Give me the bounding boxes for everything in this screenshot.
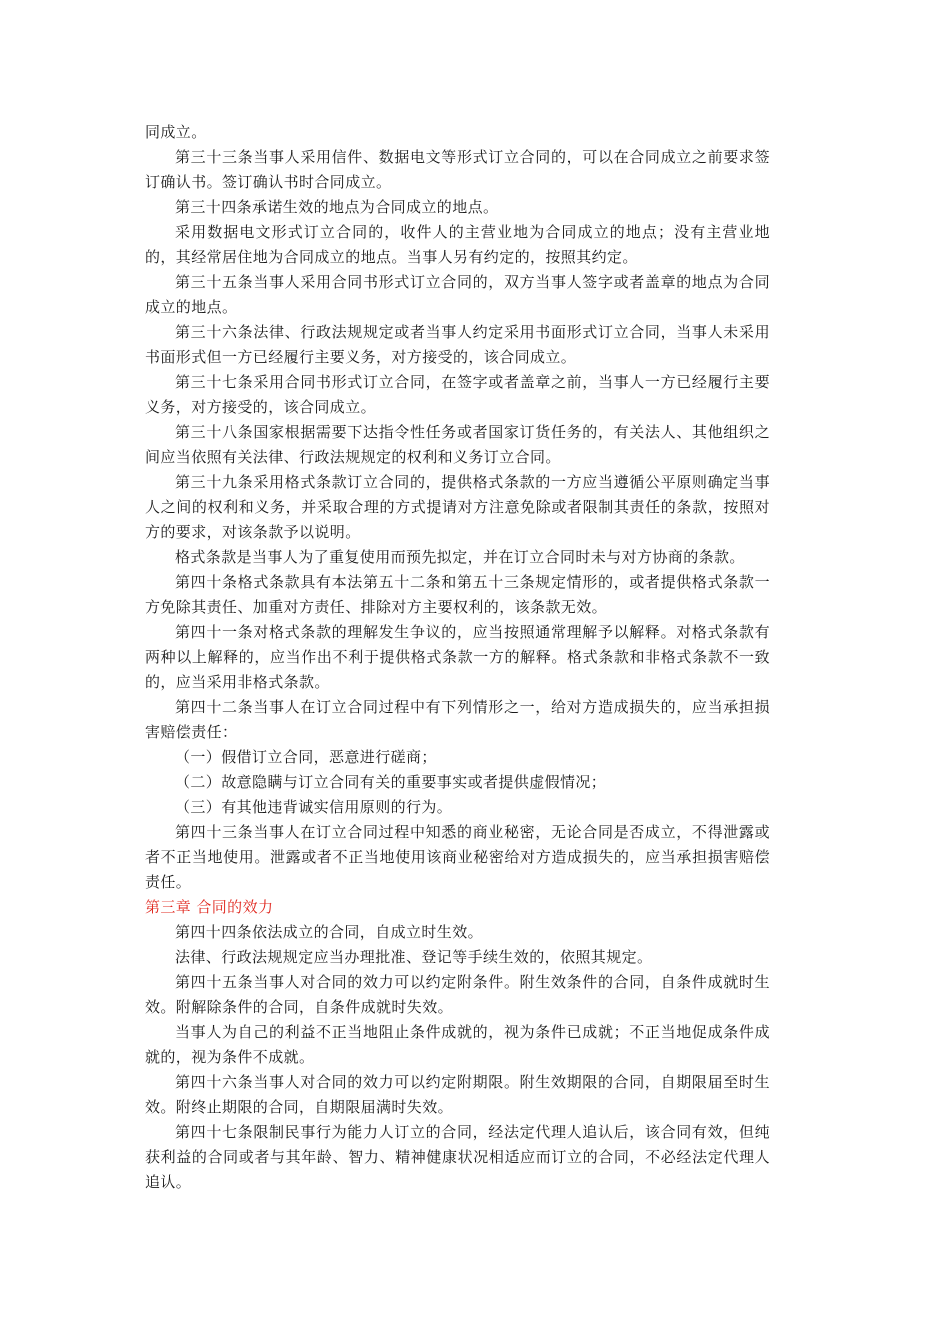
article-42-item-1: （一）假借订立合同，恶意进行磋商； [175, 748, 437, 766]
article-34: 第三十四条承诺生效的地点为合同成立的地点。 [175, 198, 499, 216]
article-33: 第三十三条当事人采用信件、数据电文等形式订立合同的，可以在合同成立之前要求签订确认书。签订确认书时合同成立。 [145, 148, 770, 191]
article-38: 第三十八条国家根据需要下达指令性任务或者国家订货任务的，有关法人、其他组织之间应当依照有关法律、行政法规规定的权利和义务订立合同。 [145, 423, 770, 466]
article-45: 第四十五条当事人对合同的效力可以约定附条件。附生效条件的合同，自条件成就时生效。附解除条件的合同，自条件成就时失效。 [145, 973, 770, 1016]
article-37: 第三十七条采用合同书形式订立合同，在签字或者盖章之前，当事人一方已经履行主要义务，对方接受的，该合同成立。 [145, 373, 770, 416]
article-44-clause: 法律、行政法规规定应当办理批准、登记等手续生效的，依照其规定。 [175, 948, 653, 966]
article-39-clause: 格式条款是当事人为了重复使用而预先拟定，并在订立合同时未与对方协商的条款。 [175, 548, 745, 566]
article-40: 第四十条格式条款具有本法第五十二条和第五十三条规定情形的，或者提供格式条款一方免除其责任、加重对方责任、排除对方主要权利的，该条款无效。 [145, 573, 770, 616]
paragraph-continuation: 同成立。 [145, 123, 207, 141]
article-44: 第四十四条依法成立的合同，自成立时生效。 [175, 923, 484, 941]
article-39: 第三十九条采用格式条款订立合同的，提供格式条款的一方应当遵循公平原则确定当事人之间的权利和义务，并采取合理的方式提请对方注意免除或者限制其责任的条款，按照对方的要求，对该条款予以说明。 [145, 473, 770, 541]
article-36: 第三十六条法律、行政法规规定或者当事人约定采用书面形式订立合同，当事人未采用书面形式但一方已经履行主要义务，对方接受的，该合同成立。 [145, 323, 770, 366]
document-body [145, 120, 770, 1195]
article-42-item-3: （三）有其他违背诚实信用原则的行为。 [175, 798, 453, 816]
article-47: 第四十七条限制民事行为能力人订立的合同，经法定代理人追认后，该合同有效，但纯获利益的合同或者与其年龄、智力、精神健康状况相适应而订立的合同，不必经法定代理人追认。 [145, 1123, 770, 1191]
article-45-clause: 当事人为自己的利益不正当地阻止条件成就的，视为条件已成就；不正当地促成条件成就的，视为条件不成就。 [145, 1023, 770, 1066]
article-43: 第四十三条当事人在订立合同过程中知悉的商业秘密，无论合同是否成立，不得泄露或者不正当地使用。泄露或者不正当地使用该商业秘密给对方造成损失的，应当承担损害赔偿责任。 [145, 823, 770, 891]
article-42: 第四十二条当事人在订立合同过程中有下列情形之一，给对方造成损失的，应当承担损害赔偿责任： [145, 698, 770, 741]
chapter-heading: 第三章 合同的效力 [145, 898, 274, 916]
article-42-item-2: （二）故意隐瞒与订立合同有关的重要事实或者提供虚假情况； [175, 773, 607, 791]
article-35: 第三十五条当事人采用合同书形式订立合同的，双方当事人签字或者盖章的地点为合同成立的地点。 [145, 273, 770, 316]
article-46: 第四十六条当事人对合同的效力可以约定附期限。附生效期限的合同，自期限届至时生效。附终止期限的合同，自期限届满时失效。 [145, 1073, 770, 1116]
article-34-clause: 采用数据电文形式订立合同的，收件人的主营业地为合同成立的地点；没有主营业地的，其经常居住地为合同成立的地点。当事人另有约定的，按照其约定。 [145, 223, 770, 266]
article-41: 第四十一条对格式条款的理解发生争议的，应当按照通常理解予以解释。对格式条款有两种以上解释的，应当作出不利于提供格式条款一方的解释。格式条款和非格式条款不一致的，应当采用非格式条款。 [145, 623, 770, 691]
